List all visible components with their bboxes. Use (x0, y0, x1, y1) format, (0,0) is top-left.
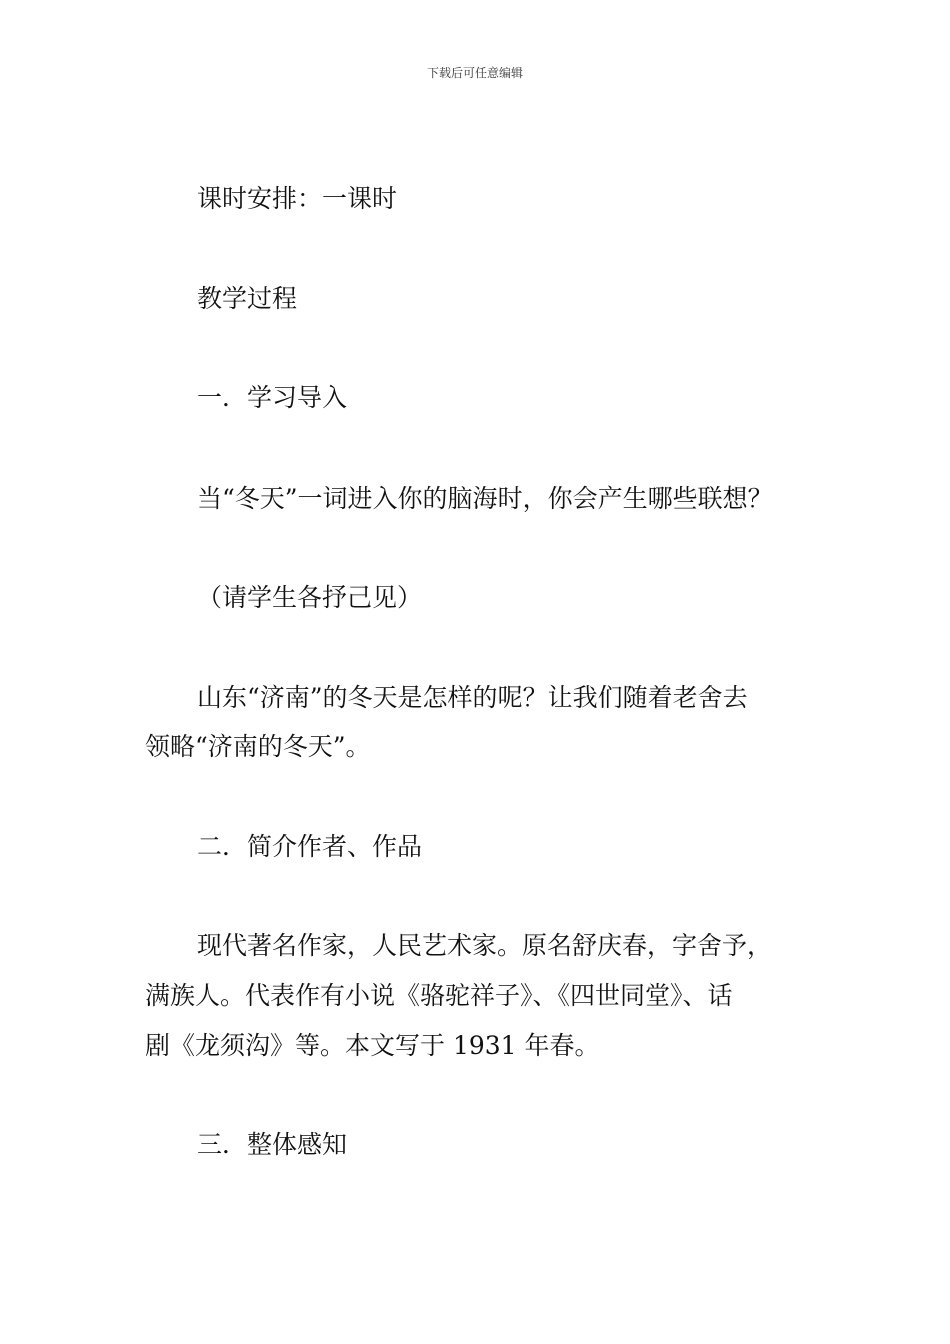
section-2-paragraph-line-2: 满族人。代表作有小说《骆驼祥子》、《四世同堂》、话 (145, 981, 733, 1010)
section-1-note: （请学生各抒己见） (197, 583, 423, 612)
section-3-heading: 三．整体感知 (197, 1130, 348, 1159)
section-2-paragraph-line-1: 现代著名作家，人民艺术家。原名舒庆春，字舍予， (197, 931, 773, 960)
section-2-heading: 二．简介作者、作品 (197, 832, 423, 861)
page-header-note: 下载后可任意编辑 (426, 66, 523, 80)
schedule-line: 课时安排：一课时 (197, 184, 398, 213)
section-1-heading: 一．学习导入 (197, 383, 348, 412)
section-2-paragraph-line-3: 剧《龙须沟》等。本文写于 1931 年春。 (145, 1031, 600, 1060)
section-1-paragraph-line-2: 领略“济南的冬天”。 (145, 732, 371, 761)
section-1-question: 当“冬天”一词进入你的脑海时，你会产生哪些联想？ (197, 484, 773, 513)
process-heading: 教学过程 (197, 284, 298, 313)
section-1-paragraph-line-1: 山东“济南”的冬天是怎样的呢？让我们随着老舍去 (197, 683, 748, 712)
